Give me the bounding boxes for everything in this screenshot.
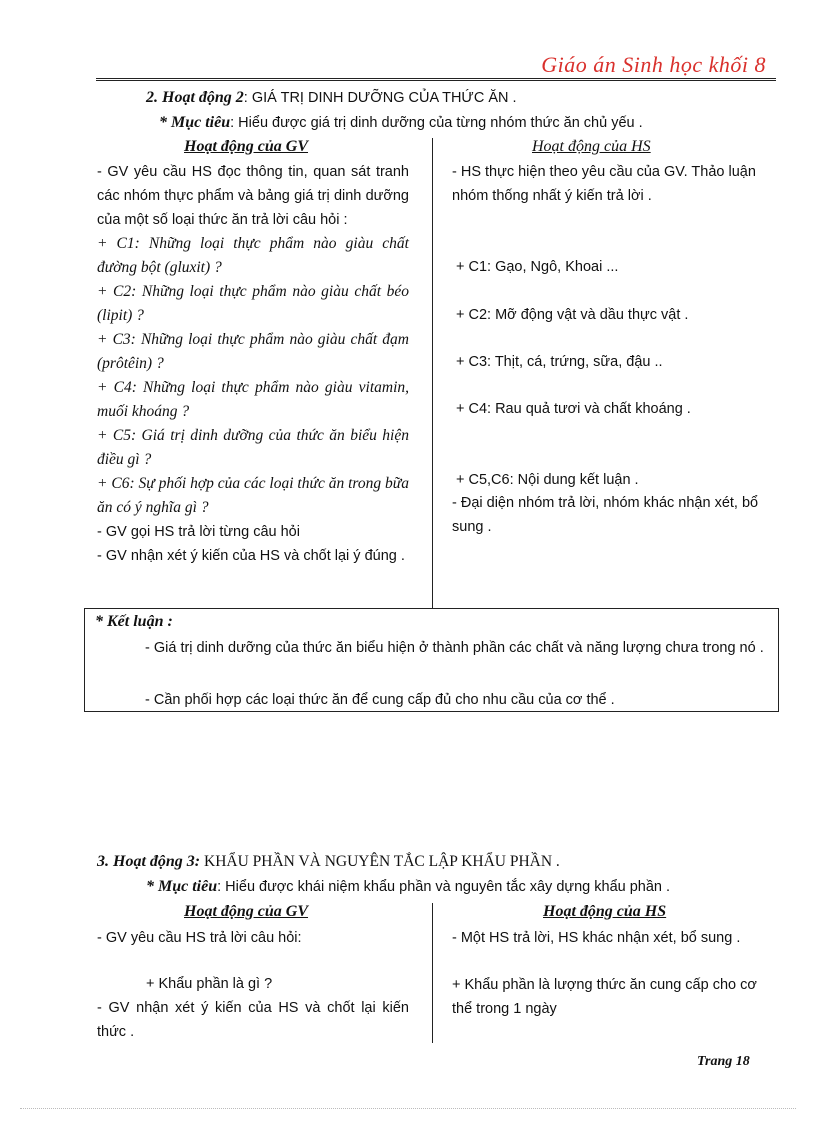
hs-answer-c4: + C4: Rau quả tươi và chất khoáng . xyxy=(456,401,691,417)
hs-answer-c5-c6: + C5,C6: Nội dung kết luận . xyxy=(456,472,639,488)
section2-hs-column xyxy=(452,160,770,208)
conclusion-box xyxy=(84,608,779,712)
section3-title xyxy=(97,853,560,871)
header-rule xyxy=(96,78,776,81)
section3-objective-lead: * Mục tiêu xyxy=(146,878,218,895)
section3-gv-heading: Hoạt động của GV xyxy=(184,903,309,920)
hs-representative: - Đại diện nhóm trả lời, nhóm khác nhận xét, bổ sung . xyxy=(452,495,759,535)
section3-title-lead: 3. Hoạt động 3: xyxy=(97,853,201,870)
gv-question-c5: + C5: Giá trị dinh dưỡng của thức ăn biểu hiện điều gì ? xyxy=(97,427,409,468)
hs-intro: - HS thực hiện theo yêu cầu của GV. Thảo luận nhóm thống nhất ý kiến trả lời . xyxy=(452,164,756,204)
hs-answer-c2: + C2: Mỡ động vật và dầu thực vật . xyxy=(456,307,689,323)
hs-answer-c3: + C3: Thịt, cá, trứng, sữa, đậu .. xyxy=(456,354,663,370)
page-number: Trang 18 xyxy=(697,1054,750,1069)
section3-gv-ask: - GV yêu cầu HS trả lời câu hỏi: xyxy=(97,930,302,946)
section3-objective xyxy=(146,878,670,896)
gv-question-c4: + C4: Những loại thực phẩm nào giàu vitamin, muối khoáng ? xyxy=(97,379,409,420)
section2-objective xyxy=(159,114,643,132)
gv-question-c2: + C2: Những loại thực phẩm nào giàu chất béo (lipit) ? xyxy=(97,283,409,324)
section2-gv-heading: Hoạt động của GV xyxy=(184,138,309,155)
section3-hs-definition: + Khẩu phần là lượng thức ăn cung cấp cho cơ thể trong 1 ngày xyxy=(452,977,757,1017)
section2-objective-text: : Hiểu được giá trị dinh dưỡng của từng nhóm thức ăn chủ yếu . xyxy=(230,115,643,131)
section2-title-rest: : GIÁ TRỊ DINH DƯỠNG CỦA THỨC ĂN . xyxy=(243,90,517,106)
section3-hs-heading: Hoạt động của HS xyxy=(543,903,667,920)
gv-intro: - GV yêu cầu HS đọc thông tin, quan sát tranh các nhóm thực phẩm và bảng giá trị dinh dưỡng của một số loại thức ăn trả lời câu hỏi : xyxy=(97,164,409,228)
section3-hs-answer: - Một HS trả lời, HS khác nhận xét, bổ sung . xyxy=(452,930,741,946)
footer-dotted-rule xyxy=(20,1108,796,1109)
gv-call: - GV gọi HS trả lời từng câu hỏi xyxy=(97,524,300,540)
hs-answer-c1: + C1: Gạo, Ngô, Khoai ... xyxy=(456,259,619,275)
header-title: Giáo án Sinh học khối 8 xyxy=(541,52,766,77)
conclusion-point-1: - Giá trị dinh dưỡng của thức ăn biểu hiện ở thành phần các chất và năng lượng chưa trong nó . xyxy=(145,640,764,656)
section2-objective-lead: * Mục tiêu xyxy=(159,114,231,131)
section2-gv-column xyxy=(97,160,409,568)
gv-comment: - GV nhận xét ý kiến của HS và chốt lại ý đúng . xyxy=(97,548,405,564)
gv-question-c3: + C3: Những loại thực phẩm nào giàu chất đạm (prôtêin) ? xyxy=(97,331,409,372)
section3-gv-comment: - GV nhận xét ý kiến của HS và chốt lại kiến thức . xyxy=(97,1000,409,1040)
section2-hs-heading: Hoạt động của HS xyxy=(532,138,651,155)
section3-gv-question: + Khẩu phần là gì ? xyxy=(146,976,273,992)
section2-title xyxy=(146,89,517,107)
conclusion-point-2: - Cần phối hợp các loại thức ăn để cung cấp đủ cho nhu cầu của cơ thể . xyxy=(145,692,615,708)
section3-column-divider xyxy=(432,903,433,1043)
gv-question-c1: + C1: Những loại thực phẩm nào giàu chất đường bột (gluxit) ? xyxy=(97,235,409,276)
gv-question-c6: + C6: Sự phối hợp của các loại thức ăn trong bữa ăn có ý nghĩa gì ? xyxy=(97,475,409,516)
section2-column-divider xyxy=(432,138,433,608)
conclusion-title: * Kết luận : xyxy=(95,613,173,630)
section3-title-rest: KHẨU PHẦN VÀ NGUYÊN TẮC LẬP KHẨU PHẦN . xyxy=(200,853,560,870)
section2-title-lead: 2. Hoạt động 2 xyxy=(146,89,244,106)
section3-objective-text: : Hiểu được khái niệm khẩu phần và nguyên tắc xây dựng khẩu phần . xyxy=(217,879,671,895)
